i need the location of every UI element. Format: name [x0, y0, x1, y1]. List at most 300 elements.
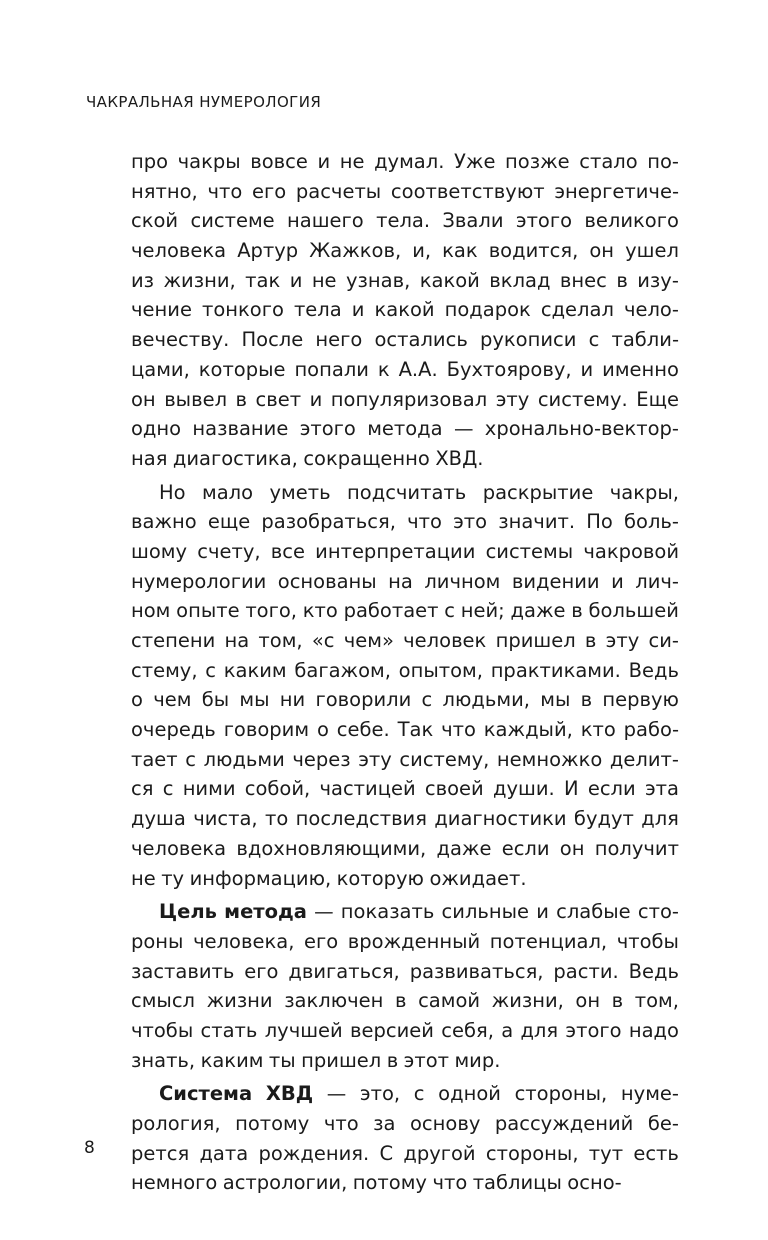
word: шому — [131, 539, 188, 563]
word: в — [235, 387, 248, 411]
page-number: 8 — [84, 1138, 95, 1158]
word: чакры — [177, 150, 241, 173]
word: с — [588, 328, 600, 352]
word: подсчитать — [347, 480, 467, 504]
word: и — [580, 357, 594, 381]
word: чение — [131, 298, 192, 322]
word: знать, — [131, 1048, 196, 1072]
word: в — [386, 1048, 399, 1072]
text-line — [131, 537, 679, 567]
word: эту — [358, 747, 392, 771]
word: ней; — [460, 599, 505, 623]
word: лучшей — [264, 1018, 343, 1042]
text-line — [131, 1168, 679, 1198]
word: свет — [255, 387, 302, 411]
word: Ведь — [628, 658, 679, 682]
word: остались — [374, 328, 468, 352]
word: информацию, — [189, 866, 332, 890]
text-line — [131, 1139, 679, 1169]
word: стороны, — [485, 1141, 579, 1165]
word: человек — [403, 629, 487, 652]
word: По — [586, 510, 613, 534]
text-line — [131, 656, 679, 686]
text-line — [131, 1016, 679, 1046]
word: лич- — [635, 569, 679, 593]
word: рассуждений — [494, 1112, 634, 1135]
word: опыте — [176, 599, 240, 623]
word: это — [453, 510, 488, 534]
word: именно — [602, 357, 679, 381]
word: том, — [634, 989, 679, 1013]
word: каким — [200, 1048, 264, 1072]
text-line — [131, 897, 679, 927]
text-line — [131, 325, 679, 355]
word: это, — [359, 1082, 401, 1106]
word: осно- — [567, 1171, 622, 1195]
word: цами, — [131, 357, 190, 381]
word: ни — [279, 688, 306, 712]
word: Звали — [442, 209, 504, 233]
word: что — [441, 718, 476, 742]
word: даже — [510, 599, 566, 623]
word: на — [224, 629, 250, 652]
word: позже — [505, 150, 570, 173]
word: мало — [202, 480, 254, 504]
word: нашего — [287, 209, 364, 233]
word: его — [244, 959, 279, 983]
word: астрологии, — [222, 1171, 348, 1195]
word: первую — [602, 688, 679, 712]
word: в — [580, 688, 593, 712]
text-line — [131, 864, 679, 894]
word: то — [264, 807, 289, 831]
word: боль- — [624, 510, 679, 534]
bold-word: ХВД — [265, 1082, 314, 1106]
word: ту — [161, 866, 185, 890]
word: жизни — [206, 989, 273, 1013]
word: мы — [540, 688, 571, 712]
word: частицей — [319, 777, 416, 801]
word: И — [563, 777, 579, 801]
word: тела. — [376, 209, 431, 233]
word: с — [205, 658, 216, 682]
word: говорили — [315, 688, 412, 712]
word: слабые — [556, 900, 631, 924]
word: душа — [131, 807, 186, 831]
word: для — [520, 1018, 559, 1042]
word: получит — [594, 836, 679, 860]
word: основу — [410, 1112, 481, 1135]
word: внес — [559, 268, 607, 292]
word: и — [289, 268, 303, 292]
paragraph — [131, 478, 679, 894]
word: большей — [588, 599, 679, 623]
word: так — [245, 268, 281, 292]
word: а — [501, 1018, 514, 1042]
word: одно — [131, 417, 182, 441]
word: последствия — [295, 807, 427, 831]
word: одной — [438, 1082, 501, 1106]
word: него — [315, 328, 363, 352]
word: даже — [436, 836, 492, 860]
word: чакровой — [583, 539, 679, 563]
bold-word: метода — [224, 900, 307, 924]
word: еще — [207, 510, 251, 534]
text-line — [131, 986, 679, 1016]
word: Артур — [237, 239, 299, 263]
word: самой — [418, 989, 481, 1013]
word: заключен — [284, 989, 384, 1013]
word: изу- — [637, 268, 679, 292]
word: все — [270, 539, 305, 563]
word: про — [131, 150, 169, 173]
word: в — [395, 989, 407, 1013]
word: систему. — [537, 387, 628, 411]
text-line — [131, 596, 679, 626]
word: не — [131, 866, 156, 890]
text-line — [131, 444, 679, 474]
word: ся — [131, 777, 154, 801]
word: он — [575, 989, 601, 1013]
word: си- — [648, 629, 679, 652]
word: в — [571, 599, 583, 623]
word: которую — [336, 866, 424, 890]
text-line — [131, 266, 679, 296]
word: себя, — [441, 1018, 494, 1042]
text-line — [131, 478, 679, 508]
word: человека — [131, 836, 227, 860]
word: таблицы — [472, 1171, 562, 1195]
word: вдохновляющими, — [236, 836, 427, 860]
word: Бухтоярову, — [446, 357, 572, 381]
text-line — [131, 745, 679, 775]
word: чем — [153, 688, 192, 712]
word: его — [251, 179, 287, 203]
word: немного — [131, 1171, 218, 1195]
text-line — [131, 147, 679, 177]
word: с — [185, 747, 196, 771]
word: этого — [565, 1018, 622, 1042]
word: в — [611, 989, 624, 1013]
word: роны — [131, 929, 184, 953]
word: жизни, — [491, 989, 564, 1013]
word: кто — [302, 599, 338, 623]
body-text — [131, 147, 679, 1198]
word: и — [351, 298, 365, 322]
word: не — [311, 268, 337, 292]
word: с — [162, 777, 174, 801]
word: сокращенно — [303, 446, 430, 470]
word: на — [388, 569, 413, 593]
word: расти. — [553, 959, 619, 983]
word: очередь — [131, 718, 216, 742]
word: для — [641, 807, 679, 831]
word: мы — [239, 688, 270, 712]
word: рется — [131, 1141, 190, 1165]
word: немножко — [496, 747, 603, 771]
word: хронально-вектор- — [484, 417, 679, 441]
running-header: ЧАКРАЛЬНАЯ НУМЕРОЛОГИЯ — [86, 93, 322, 111]
word: и — [317, 150, 331, 173]
word: ном — [131, 599, 171, 623]
word: через — [292, 747, 351, 771]
word: бы — [201, 688, 230, 712]
word: делит- — [609, 747, 679, 771]
word: рология, — [131, 1112, 221, 1135]
word: говорим — [223, 718, 310, 742]
word: заставить — [131, 959, 235, 983]
word: себе. — [336, 718, 390, 742]
word: что — [432, 1171, 468, 1195]
word: пришел — [495, 629, 576, 652]
word: практиками. — [490, 658, 621, 682]
word: сделал — [540, 298, 614, 322]
word: А.А. — [398, 357, 438, 381]
word: чем» — [343, 629, 394, 652]
word: интерпретации — [315, 539, 476, 563]
word: кто — [580, 718, 616, 742]
word: собой, — [244, 777, 311, 801]
word: этот — [403, 1048, 450, 1072]
text-line — [131, 957, 679, 987]
word: стать — [200, 1018, 258, 1042]
word: как — [442, 239, 478, 263]
word: популяризовал — [330, 387, 488, 411]
word: название — [192, 417, 289, 441]
word: вывел — [164, 387, 228, 411]
paragraph — [131, 1079, 679, 1198]
word: чело- — [623, 298, 679, 322]
word: уметь — [269, 480, 331, 504]
text-line — [131, 626, 679, 656]
word: попали — [294, 357, 369, 381]
word: тут — [588, 1141, 624, 1165]
text-line — [131, 414, 679, 444]
word: потому — [352, 1171, 427, 1195]
bold-word: Система — [159, 1082, 253, 1106]
text-line — [131, 507, 679, 537]
word: есть — [633, 1141, 679, 1165]
text-line — [131, 1109, 679, 1139]
text-line — [131, 1046, 679, 1076]
word: тонкого — [201, 298, 284, 322]
word: Ведь — [628, 959, 679, 983]
word: если — [587, 777, 636, 801]
text-line — [131, 385, 679, 415]
word: диагностики — [434, 807, 567, 831]
word: эту — [605, 629, 640, 652]
word: — — [326, 1082, 347, 1106]
word: стороны, — [514, 1082, 608, 1106]
word: видении — [511, 569, 600, 593]
word: людьми, — [442, 688, 530, 712]
word: дата — [199, 1141, 249, 1165]
word: Так — [397, 718, 434, 742]
word: эта — [644, 777, 679, 801]
text-line — [131, 927, 679, 957]
text-line — [131, 567, 679, 597]
word: чиста, — [193, 807, 258, 831]
word: метода — [367, 417, 443, 441]
word: смысл — [131, 989, 196, 1013]
word: человека — [131, 239, 227, 263]
word: показать — [340, 900, 435, 924]
word: бе- — [647, 1112, 679, 1135]
word: стало — [579, 150, 638, 173]
word: о — [131, 688, 143, 712]
word: нуме- — [620, 1082, 679, 1106]
word: систему, — [399, 747, 490, 771]
word: каждый, — [483, 718, 573, 742]
word: нумерологии — [131, 569, 267, 593]
word: ской — [131, 209, 179, 233]
word: и — [611, 569, 624, 593]
word: подарок — [444, 298, 531, 322]
text-line — [131, 774, 679, 804]
word: рабо- — [623, 718, 679, 742]
text-line — [131, 236, 679, 266]
word: стему, — [131, 658, 198, 682]
word: разобраться, — [261, 510, 396, 534]
word: к — [377, 357, 390, 381]
word: ХВД. — [435, 446, 484, 470]
word: пришел — [301, 1048, 382, 1072]
word: энергетиче- — [554, 179, 679, 203]
text-line — [131, 177, 679, 207]
word: Еще — [636, 387, 679, 411]
word: двигаться, — [288, 959, 400, 983]
paragraph — [131, 897, 679, 1075]
word: После — [241, 328, 304, 352]
word: счету, — [197, 539, 261, 563]
word: души. — [492, 777, 555, 801]
word: чтобы — [131, 1018, 194, 1042]
word: вовсе — [250, 150, 308, 173]
word: Жажков, — [309, 239, 402, 263]
word: человека, — [193, 929, 295, 953]
word: тела — [293, 298, 342, 322]
word: он — [131, 387, 156, 411]
word: будут — [573, 807, 634, 831]
word: — — [453, 417, 474, 441]
word: Но — [159, 480, 186, 504]
word: за — [373, 1112, 396, 1135]
word: работает — [343, 599, 439, 623]
word: — — [314, 900, 334, 924]
word: опытом, — [398, 658, 483, 682]
word: мир. — [454, 1048, 501, 1072]
word: людьми — [203, 747, 285, 771]
word: думал. — [374, 150, 445, 173]
word: рукописи — [479, 328, 577, 352]
word: «с — [311, 629, 335, 652]
word: диагостика, — [172, 446, 298, 470]
paragraph — [131, 147, 679, 474]
word: развиваться, — [409, 959, 544, 983]
word: этого — [515, 209, 573, 233]
text-line — [131, 295, 679, 325]
text-line — [131, 355, 679, 385]
word: сто- — [637, 900, 679, 924]
word: что — [407, 510, 442, 534]
word: великого — [584, 209, 679, 233]
word: что — [323, 1112, 359, 1135]
word: его — [303, 929, 339, 953]
word: том, — [258, 629, 303, 652]
word: вклад — [489, 268, 551, 292]
word: потому — [235, 1112, 310, 1135]
word: не — [339, 150, 365, 173]
word: рождения. — [258, 1141, 370, 1165]
word: узнав, — [346, 268, 411, 292]
word: в — [616, 268, 628, 292]
word: ними — [182, 777, 236, 801]
word: системы — [485, 539, 574, 563]
text-line — [131, 804, 679, 834]
bold-word: Цель — [159, 900, 217, 924]
word: этого — [299, 417, 356, 441]
word: что — [207, 179, 243, 203]
word: и — [536, 900, 549, 924]
word: с — [444, 599, 456, 623]
word: степени — [131, 629, 216, 652]
word: каким — [223, 658, 287, 682]
word: багажом, — [294, 658, 391, 682]
word: ушел — [625, 239, 679, 263]
word: с — [421, 688, 433, 712]
word: другой — [403, 1141, 476, 1165]
text-line — [131, 1079, 679, 1109]
text-line — [131, 685, 679, 715]
word: о — [316, 718, 329, 742]
word: чтобы — [616, 929, 679, 953]
word: и, — [412, 239, 432, 263]
word: сильные — [441, 900, 530, 924]
word: Уже — [454, 150, 496, 173]
word: и — [309, 387, 323, 411]
word: эту — [495, 387, 530, 411]
word: того, — [245, 599, 297, 623]
word: ная — [131, 446, 168, 470]
word: С — [379, 1141, 394, 1165]
word: версией — [350, 1018, 434, 1042]
text-line — [131, 206, 679, 236]
word: из — [131, 268, 155, 292]
word: надо — [628, 1018, 679, 1042]
word: основаны — [277, 569, 377, 593]
text-line — [131, 834, 679, 864]
word: с — [413, 1082, 425, 1106]
word: в — [584, 629, 597, 652]
word: табли- — [611, 328, 679, 352]
word: он — [559, 836, 585, 860]
word: по- — [647, 150, 679, 173]
word: ожидает. — [429, 866, 527, 890]
word: ты — [268, 1048, 296, 1072]
word: соответствуют — [390, 179, 545, 203]
word: тает — [131, 747, 178, 771]
word: врожденный — [347, 929, 481, 953]
word: если — [501, 836, 550, 860]
word: своей — [424, 777, 484, 801]
word: значит. — [498, 510, 576, 534]
word: вечеству. — [131, 328, 230, 352]
word: важно — [131, 510, 197, 534]
word: какой — [419, 268, 480, 292]
word: расчеты — [295, 179, 382, 203]
word: он — [589, 239, 615, 263]
word: чакры, — [609, 480, 679, 504]
